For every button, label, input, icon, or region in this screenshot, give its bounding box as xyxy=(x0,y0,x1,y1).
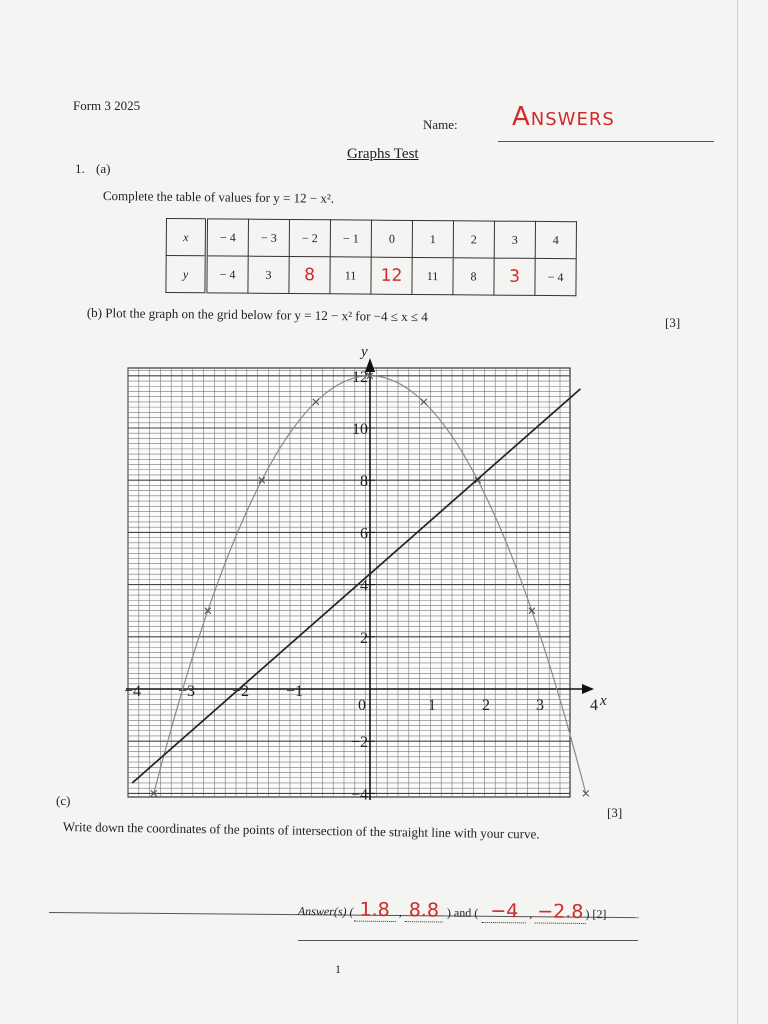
part-c-label: (c) xyxy=(56,793,71,808)
table-cell-y: − 4 xyxy=(535,258,576,295)
x-tick-label: 0 xyxy=(358,697,366,714)
table-cell-x: 2 xyxy=(453,221,494,258)
y-tick-label: −4 xyxy=(350,786,368,804)
x-tick-label: 2 xyxy=(482,697,490,714)
y-tick-label: 8 xyxy=(360,473,368,491)
y-tick-label: −2 xyxy=(350,734,368,752)
table-cell-x: 3 xyxy=(494,221,535,258)
table-cell-x: − 2 xyxy=(289,219,330,256)
y-axis-label: y xyxy=(361,344,368,360)
answer-2-x: −4 xyxy=(482,900,526,923)
y-tick-label: 6 xyxy=(360,525,368,543)
y-tick-label: 2 xyxy=(360,629,368,647)
part-c-instruction: Write down the coordinates of the points of intersection of the straight line with your curve. xyxy=(62,819,540,842)
page-title: Graphs Test xyxy=(347,146,419,162)
table-cell-y-answer: 8 xyxy=(289,256,330,293)
x-tick-label: −3 xyxy=(178,683,196,700)
table-cell-y: 3 xyxy=(248,256,289,293)
y-tick-label: 10 xyxy=(352,421,368,438)
answer-1-y: 8.8 xyxy=(405,899,443,922)
part-a-label: (a) xyxy=(96,161,111,176)
x-tick-label: −4 xyxy=(124,683,142,700)
table-cell-y: 11 xyxy=(412,257,453,294)
x-axis-arrow xyxy=(582,684,594,694)
x-tick-label: −2 xyxy=(232,683,250,700)
table-cell-x: − 4 xyxy=(206,219,248,256)
part-b-instruction: (b) Plot the graph on the grid below for y = 12 − x² for −4 ≤ x ≤ 4 xyxy=(86,305,428,325)
table-cell-y-answer: 3 xyxy=(494,258,535,295)
part-a-marks: [3] xyxy=(665,315,681,330)
table-cell-x: − 3 xyxy=(248,219,289,256)
x-tick-label: 3 xyxy=(536,697,544,714)
table-cell-x: − 1 xyxy=(330,220,371,257)
answer-bottom-rule xyxy=(298,940,638,941)
answer-2-y: −2.8 xyxy=(535,900,585,924)
page-number: 1 xyxy=(335,962,341,976)
answer-and: ) and ( xyxy=(446,905,479,920)
table-cell-y-answer: 12 xyxy=(371,257,412,294)
table-cell-y: 11 xyxy=(330,257,371,294)
grid-frame xyxy=(128,368,570,797)
part-a-instruction: Complete the table of values for y = 12 − x². xyxy=(102,188,335,206)
answer-end: ) [2] xyxy=(585,907,607,922)
y-tick-label: 12 xyxy=(352,368,368,386)
table-cell-y: 8 xyxy=(453,258,494,295)
name-label: Name: xyxy=(423,117,458,132)
table-cell-y: − 4 xyxy=(206,256,248,293)
table-cell-x: 4 xyxy=(535,221,576,258)
answer-1-x: 1.8 xyxy=(353,899,395,922)
x-tick-label: 1 xyxy=(428,697,436,714)
table-header-x: x xyxy=(166,219,206,256)
name-answer: Answers xyxy=(512,102,615,132)
x-axis-label: x xyxy=(600,693,607,709)
question-number: 1. xyxy=(75,161,85,176)
form-label: Form 3 2025 xyxy=(73,98,141,113)
answer-label: Answer(s) ( xyxy=(297,903,354,919)
x-tick-label: −1 xyxy=(286,683,304,700)
answer-line: Answer(s) ( 1.8 , 8.8 ) and ( −4 , −2.8 ) [2] xyxy=(297,898,607,923)
x-tick-label: 4 xyxy=(590,697,598,714)
part-c-marks: [3] xyxy=(607,805,623,820)
table-cell-x: 0 xyxy=(371,220,412,257)
y-tick-label: 4 xyxy=(360,577,368,595)
table-cell-x: 1 xyxy=(412,220,453,257)
table-header-y: y xyxy=(166,256,206,293)
